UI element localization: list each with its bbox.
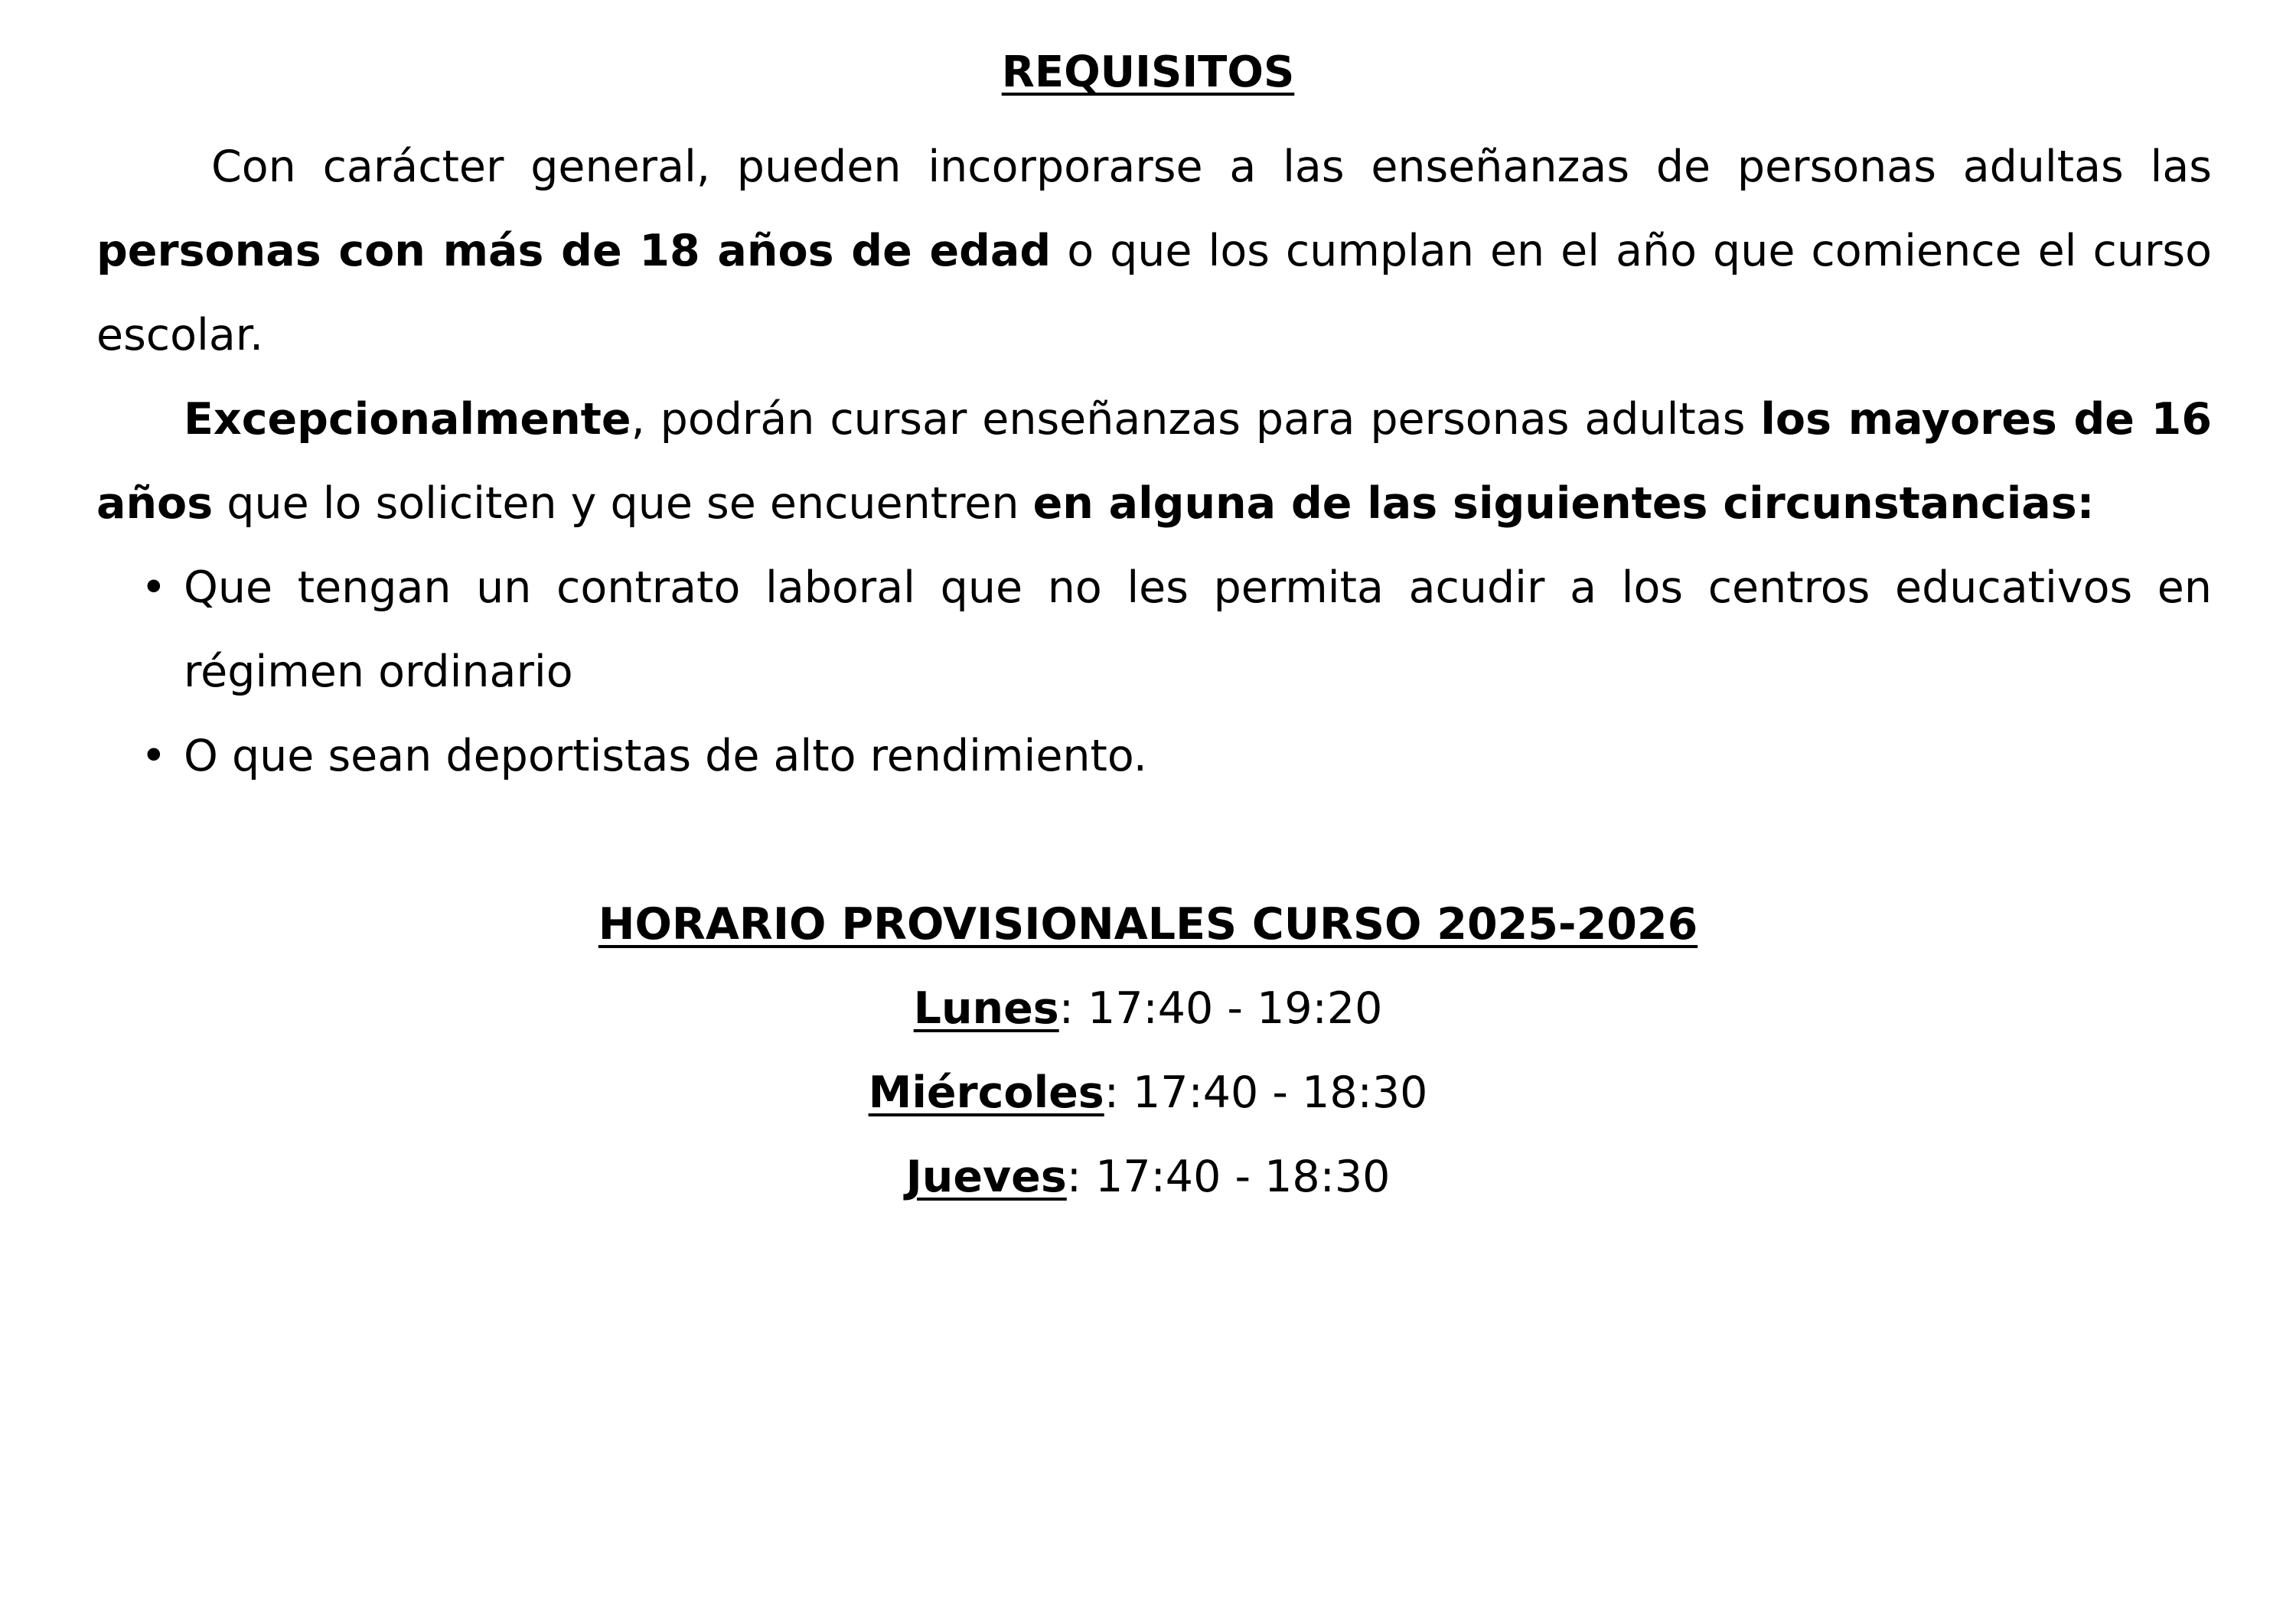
time-range: : 17:40 - 18:30 [1104,1067,1428,1118]
general-text-1: Con carácter general, pueden incorporarse a las enseñanzas de personas adultas las [211,142,2212,192]
exception-text-2: que lo soliciten y que se encuentren [213,478,1033,529]
time-range: : 17:40 - 19:20 [1058,983,1383,1034]
schedule-title: HORARIO PROVISIONALES CURSO 2025-2026 [598,899,1698,950]
schedule-row [0,966,2296,1051]
exception-text-1: , podrán cursar enseñanzas para personas adultas [631,394,1761,445]
condition-text: O que sean deportistas de alto rendimiento. [184,731,1147,781]
schedule-section [0,882,2296,1219]
exception-label: Excepcionalmente [184,394,631,445]
day-label: Miércoles [868,1067,1104,1118]
requisitos-title: REQUISITOS [1001,47,1295,97]
bullet-icon: • [141,731,167,781]
general-text-2: o que los cumplan en el año que comience el curso escolar. [96,226,2212,360]
day-label: Jueves [905,1152,1067,1202]
exception-paragraph [96,377,2212,546]
circumstances-label: en alguna de las siguientes circunstancias: [1032,478,2095,529]
condition-text: Que tengan un contrato laboral que no les permita acudir a los centros educativos en régimen ordinario [184,562,2212,697]
schedule-row [0,1051,2296,1135]
minimum-age: los mayores de 16 años [96,394,2212,529]
general-paragraph [96,125,2212,377]
schedule-row [0,1135,2296,1219]
list-item [96,714,2212,798]
requisitos-body [96,125,2212,798]
conditions-list [96,546,2212,798]
list-item [96,546,2212,714]
bullet-icon: • [141,562,167,613]
age-requirement: personas con más de 18 años de edad [96,226,1052,276]
time-range: : 17:40 - 18:30 [1066,1152,1391,1202]
day-label: Lunes [913,983,1059,1034]
